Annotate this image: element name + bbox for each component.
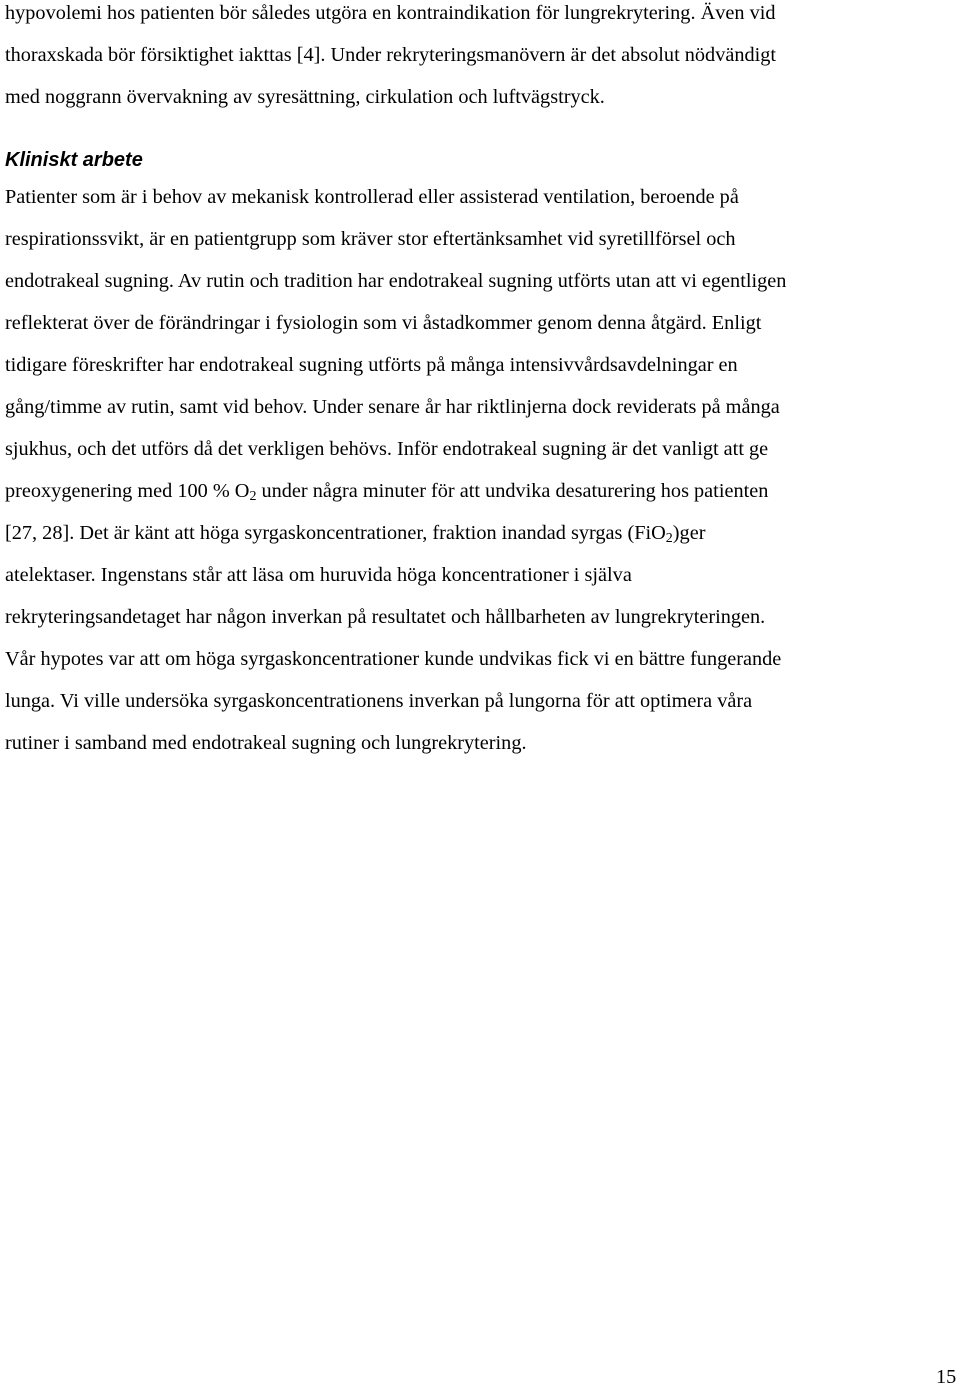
body-line-3: endotrakeal sugning. Av rutin och tradition har endotrakeal sugning utförts utan att vi egentligen <box>5 270 787 292</box>
intro-line-2: thoraxskada bör försiktighet iakttas [4]. Under rekryteringsmanövern är det absolut nödvändigt <box>5 44 777 66</box>
body-line-1: Patienter som är i behov av mekanisk kontrollerad eller assisterad ventilation, beroende på <box>5 186 739 208</box>
fio2-line-after: )ger <box>672 522 706 544</box>
o2-line-before: preoxygenering med 100 % O <box>5 480 250 502</box>
fio2-line-before: [27, 28]. Det är känt att höga syrgaskoncentrationer, fraktion inandad syrgas (FiO <box>5 522 666 544</box>
body-line-13: lunga. Vi ville undersöka syrgaskoncentrationens inverkan på lungorna för att optimera våra <box>5 690 753 712</box>
intro-line-1: hypovolemi hos patienten bör således utgöra en kontraindikation för lungrekrytering. Även vid <box>5 2 776 24</box>
body-line-2: respirationssvikt, är en patientgrupp som kräver stor eftertänksamhet vid syretillförsel och <box>5 228 736 250</box>
body-line-4: reflekterat över de förändringar i fysiologin som vi åstadkommer genom denna åtgärd. Enligt <box>5 312 762 334</box>
body-line-7: sjukhus, och det utförs då det verkligen behövs. Inför endotrakeal sugning är det vanligt att ge <box>5 438 769 460</box>
o2-subscript: 2 <box>249 489 257 504</box>
o2-line-after: under några minuter för att undvika desaturering hos patienten <box>256 480 769 502</box>
page-number: 15 <box>936 1366 957 1388</box>
body-line-9 <box>5 522 705 545</box>
body-line-10: atelektaser. Ingenstans står att läsa om huruvida höga koncentrationer i själva <box>5 564 632 586</box>
body-line-14: rutiner i samband med endotrakeal sugning och lungrekrytering. <box>5 732 527 754</box>
body-line-11: rekryteringsandetaget har någon inverkan på resultatet och hållbarheten av lungrekryteringen. <box>5 606 766 628</box>
section-heading: Kliniskt arbete <box>5 149 143 171</box>
fio2-subscript: 2 <box>665 531 673 546</box>
body-line-12: Vår hypotes var att om höga syrgaskoncentrationer kunde undvikas fick vi en bättre fungerande <box>5 648 782 670</box>
body-line-8 <box>5 480 768 503</box>
body-line-6: gång/timme av rutin, samt vid behov. Under senare år har riktlinjerna dock reviderats på många <box>5 396 780 418</box>
intro-line-3: med noggrann övervakning av syresättning, cirkulation och luftvägstryck. <box>5 86 605 108</box>
body-line-5: tidigare föreskrifter har endotrakeal sugning utförts på många intensivvårdsavdelningar en <box>5 354 738 376</box>
